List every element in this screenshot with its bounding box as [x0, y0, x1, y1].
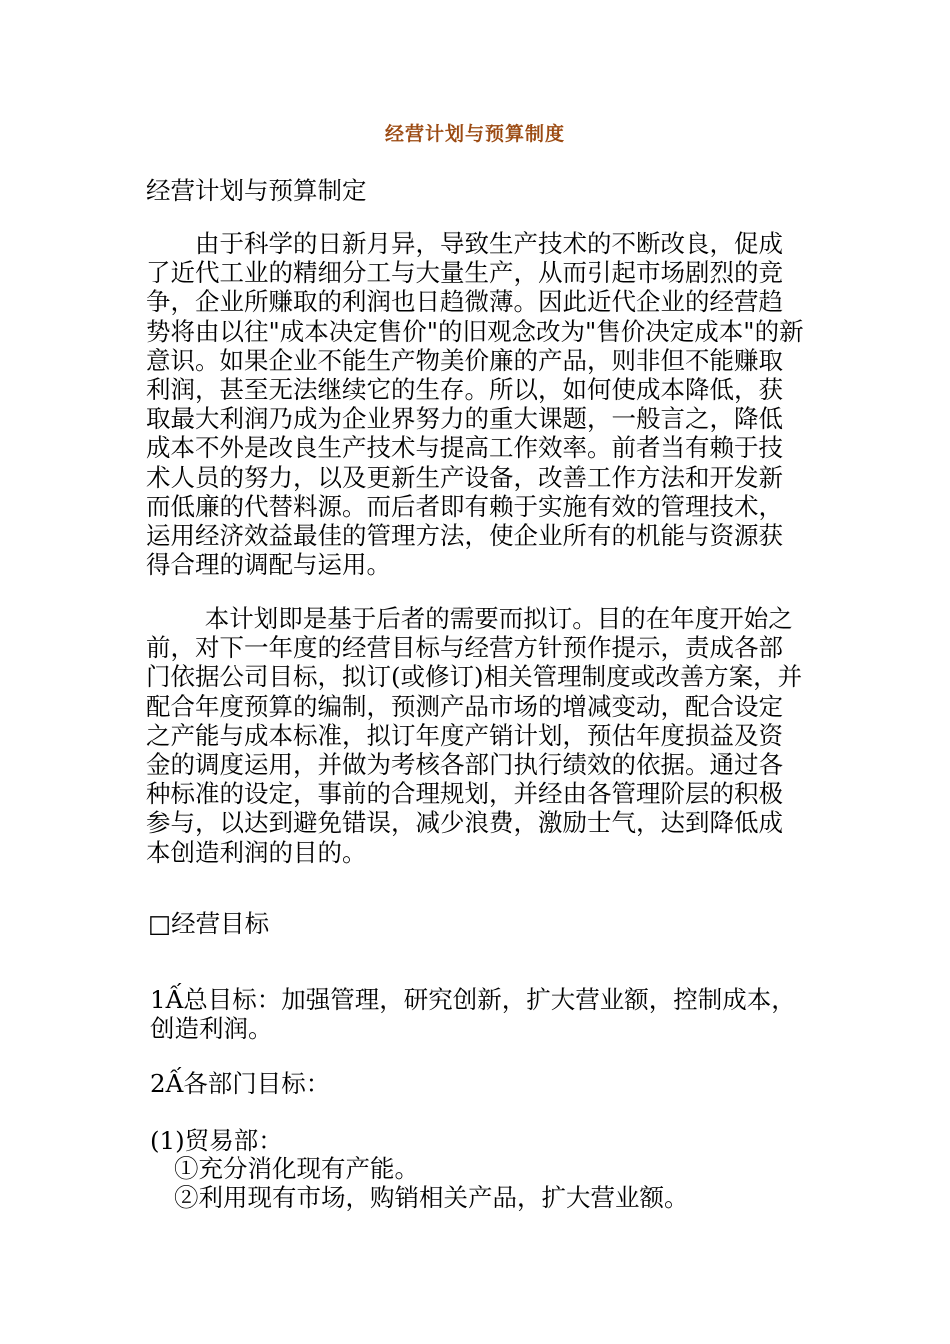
goals-heading: □经营目标	[148, 909, 270, 938]
list-item-overall-goal: 1Ấ总目标：加强管理，研究创新，扩大营业额，控制成本，创造利润。	[150, 985, 796, 1044]
list-item-department-goals: 2Ấ各部门目标：	[150, 1069, 331, 1098]
document-header-title: 经营计划与预算制度	[384, 123, 565, 145]
sub-item-2: ②利用现有市场，购销相关产品，扩大营业额。	[174, 1183, 689, 1212]
body-paragraph-2: 本计划即是基于后者的需要而拟订。目的在年度开始之前，对下一年度的经营目标与经营方针预作提示，责成各部门依据公司目标，拟订(或修订)相关管理制度或改善方案，并配合年度预算的编制，预测产品市场的增减变动，配合设定之产能与成本标准，拟订年度产销计划，预估年度损益及资金的调度运用，并做为考核各部门执行绩效的依据。通过各种标准的设定，事前的合理规划，并经由各管理阶层的积极参与，以达到避免错误，减少浪费，激励士气，达到降低成本创造利润的目的。	[146, 604, 803, 867]
sub-item-1: ①充分消化现有产能。	[174, 1154, 419, 1183]
body-paragraph-1: 由于科学的日新月异，导致生产技术的不断改良，促成了近代工业的精细分工与大量生产，从而引起市场剧烈的竞争，企业所赚取的利润也日趋微薄。因此近代企业的经营趋势将由以往"成本决定售价"的旧观念改为"售价决定成本"的新意识。如果企业不能生产物美价廉的产品，则非但不能赚取利润，甚至无法继续它的生存。所以，如何使成本降低，获取最大利润乃成为企业界努力的重大课题，一般言之，降低成本不外是改良生产技术与提高工作效率。前者当有赖于技术人员的努力，以及更新生产设备，改善工作方法和开发新而低廉的代替料源。而后者即有赖于实施有效的管理技术，运用经济效益最佳的管理方法，使企业所有的机能与资源获得合理的调配与运用。	[146, 229, 804, 580]
section-title: 经营计划与预算制定	[146, 176, 367, 205]
list-item-trade-department: (1)贸易部：	[150, 1126, 283, 1155]
